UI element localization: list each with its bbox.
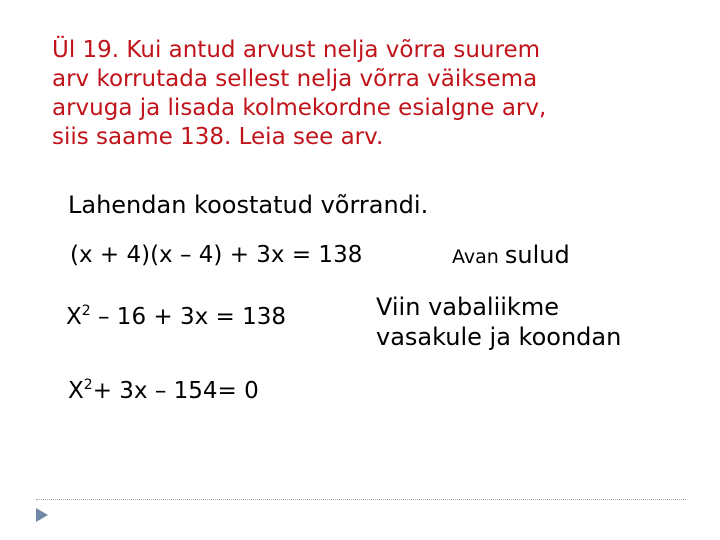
problem-line-4: siis saame 138. Leia see arv. <box>52 124 384 150</box>
step-note-1-small: Avan <box>452 246 499 268</box>
equation-3 <box>68 370 259 406</box>
triangle-right-icon <box>35 507 49 523</box>
equation-3-exponent: 2 <box>83 377 93 393</box>
step-note-2 <box>376 292 676 352</box>
equation-2-rest: – 16 + 3x = 138 <box>90 304 287 330</box>
problem-line-3: arvuga ja lisada kolmekordne esialgne arv, <box>52 95 547 121</box>
problem-statement <box>52 36 672 152</box>
step-note-2-line-1: Viin vabaliikme <box>376 293 559 321</box>
problem-line-1: Ül 19. Kui antud arvust nelja võrra suurem <box>52 37 541 63</box>
step-note-1 <box>452 239 570 273</box>
step-note-1-big: sulud <box>504 241 570 269</box>
equation-3-base: X <box>68 378 84 404</box>
problem-line-2: arv korrutada sellest nelja võrra väiksema <box>52 66 538 92</box>
equation-2 <box>66 296 286 332</box>
equation-1: (x + 4)(x – 4) + 3x = 138 <box>70 242 363 268</box>
equation-2-exponent: 2 <box>81 303 91 319</box>
equation-2-base: X <box>66 304 82 330</box>
step-note-2-line-2: vasakule ja koondan <box>376 323 622 351</box>
footer-divider <box>36 499 686 500</box>
solution-intro: Lahendan koostatud võrrandi. <box>68 191 429 219</box>
equation-3-rest: + 3x – 154= 0 <box>92 378 259 404</box>
